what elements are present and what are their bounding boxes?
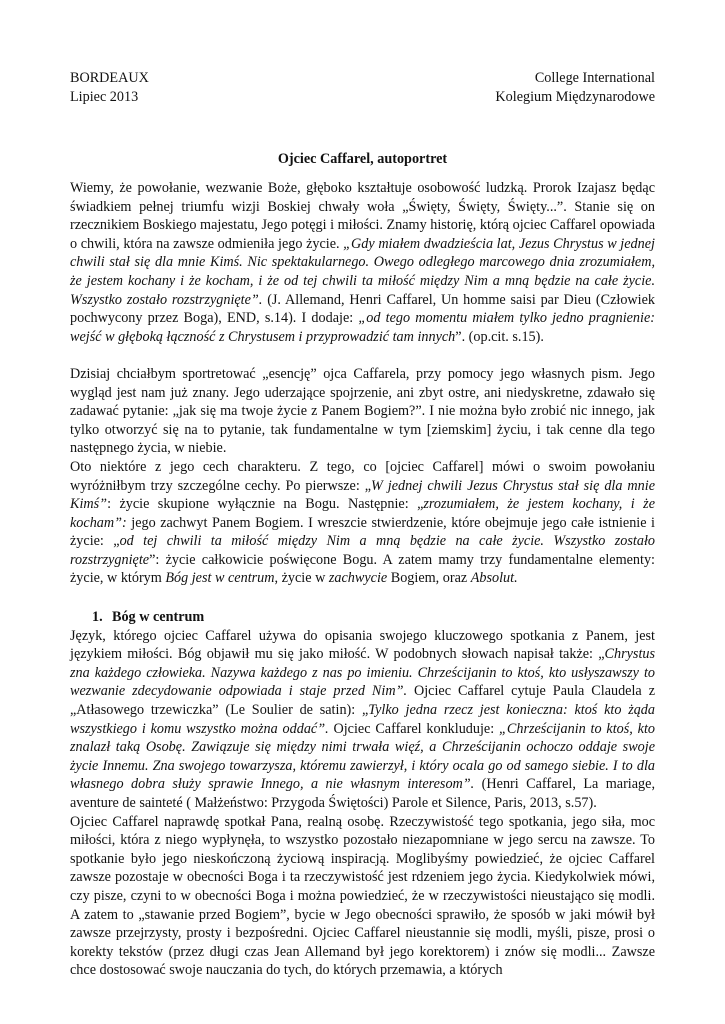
section-number: 1.	[92, 609, 103, 626]
quote-run: Chrystus zna każdego człowieka. Nazywa każdego z nas po imieniu. Chrześcijanin to ktoś, kto usłyszawszy to wezwanie zdecydowanie odpowiada i staje przed Nim”.	[70, 646, 655, 700]
section-title: Bóg w centrum	[112, 609, 205, 626]
text-run: ”. (op.cit. s.15).	[455, 328, 544, 345]
quote-run: „od tego momentu miałem tylko jedno pragnienie: wejść w głęboką łączność z Chrystusem i przyprowadzić tam innych	[70, 310, 655, 345]
header-city: BORDEAUX	[70, 70, 149, 86]
document-title: Ojciec Caffarel, autoportret	[277, 151, 448, 167]
text-run: : życie skupione wyłącznie na Bogu. Następnie: „	[107, 496, 424, 513]
quote-run: Tylko jedna rzecz jest konieczna: ktoś kto żąda wszystkiego i komu wszystko można oddać”.	[70, 702, 655, 737]
paragraph-intro	[70, 179, 655, 346]
text-run: Ojciec Caffarel konkluduje:	[328, 720, 500, 737]
quote-run: Bóg jest w centrum	[165, 570, 275, 587]
text-run: jego zachwyt Panem Bogiem. I wreszcie stwierdzenie, które obejmuje jego całe istnienie i życie: „	[70, 514, 655, 550]
quote-run: „Gdy miałem dwadzieścia lat, Jezus Chrystus w jednej chwili stał się dla mnie Kimś. Nic spektakularnego. Owego odległego marcowego dnia zrozumiałem, że jestem kochany i że kocham, i że od tej chwili ta miłość między Nim a mną będzie na całe życie. Wszystko zostało rozstrzygnięte”.	[70, 235, 655, 308]
text-run: (Henri Caffarel, La mariage, aventure de sainteté ( Małżeństwo: Przygoda Świętości) Parole et Silence, Paris, 2013, s.57).	[70, 776, 655, 811]
header-org-en: College International	[534, 70, 655, 86]
header-org-pl: Kolegium Międzynarodowe	[495, 88, 655, 105]
quote-run: od tej chwili ta miłość między Nim a mną będzie na całe życie. Wszystko zostało rozstrzygnięte	[70, 533, 655, 568]
text-run: Język, którego ojciec Caffarel używa do opisania swojego kluczowego spotkania z Panem, jest językiem miłości. Bóg objawił mu się jako miłość. W podobnych słowach napisał także: „	[70, 627, 655, 663]
quote-run: Absolut.	[470, 570, 518, 587]
paragraph-portrait: Dzisiaj chciałbym sportretować „esencję” ojca Caffarela, przy pomocy jego własnych pism. Jego wygląd jest nam już znany. Jego uderzające spojrzenie, ani zbyt ostre, ani niedyskretne, zdawało się zadawać pytanie: „jak się ma twoje życie z Panem Bogiem?”. I nie można było zrobić nic innego, jak tylko otworzyć się na to pytanie, tak fundamentalne w tym [ziemskim] życiu, i tak cenne dla tego następnego życia, w niebie.	[70, 365, 655, 457]
text-run: , życie w	[274, 570, 329, 587]
letter-header	[70, 69, 655, 106]
text-run: Oto niektóre z jego cech charakteru. Z tego, co [ojciec Caffarel] mówi o swoim powołaniu wyróżniłbym trzy szczególne cechy. Po pierwsze: „	[70, 458, 655, 494]
quote-run: zachwycie	[328, 570, 388, 587]
section-heading-1	[70, 608, 655, 627]
quote-run: zrozumiałem, że jestem kochany, i że kocham”:	[70, 496, 655, 531]
header-row-2	[70, 88, 655, 107]
text-run: (J. Allemand, Henri Caffarel, Un homme saisi par Dieu (Człowiek pochwycony przez Boga), END, s.14). I dodaje:	[70, 291, 656, 327]
text-run: ”: życie całkowicie poświęcone Bogu. A zatem mamy trzy fundamentalne elementy: życie, w którym	[70, 551, 655, 587]
paragraph-encounter: Ojciec Caffarel naprawdę spotkał Pana, realną osobę. Rzeczywistość tego spotkania, jego siła, moc miłości, która z niego wypłynęła, to wszystko pozostało niezapomniane w jego sercu na zawsze. To spotkanie było jego nieskończoną życiową inspiracją. Moglibyśmy powiedzieć, że ojciec Caffarel zawsze pozostaje w obecności Boga i ta rzeczywistość jest rdzeniem jego życia. Kiedykolwiek mówi, czy pisze, czyni to w obecności Boga i można powiedzieć, że w rzeczywistości nieustająco się modli. A zatem to „stawanie przed Bogiem”, bycie w Jego obecności sprawiło, że sposób w jaki mówił był zawsze przejrzysty, prosty i bezpośredni. Ojciec Caffarel nieustannie się modli, myśli, pisze, prosi o korekty tekstów (przez długi czas Jean Allemand był jego korektorem) i znów się modli... Zawsze chce dostosować swoje nauczania do tych, do których przemawia, a których	[70, 813, 655, 979]
quote-run: W jednej chwili Jezus Chrystus stał się dla mnie Kimś”	[70, 477, 655, 513]
quote-run: „Chrześcijanin to ktoś, kto znalazł taką Osobę. Zawiązuje się między nimi trwała więź, a Chrześcijanin ochoczo oddaje swoje życie Innemu. Zna swojego towarzysza, któremu zawierzył, i który ocala go od samego siebie. I to dla własnego dobra służy sprawie Innego, a nie własnym interesom”.	[70, 720, 655, 793]
paragraph-god-center	[70, 627, 655, 813]
document-body	[70, 179, 655, 980]
header-date: Lipiec 2013	[70, 88, 139, 105]
header-row-1	[70, 69, 655, 88]
text-run: Bogiem, oraz	[387, 570, 471, 587]
text-run: Wiemy, że powołanie, wezwanie Boże, głęboko kształtuje osobowość ludzką. Prorok Izajasz będąc świadkiem pełnej triumfu wizji Boskiej chwały woła „Święty, Święty, Święty...”. Stanie się on rzecznikiem Boskiego majestatu, Jego potęgi i miłości. Znamy historię, którą ojciec Caffarel opowiada o chwili, która na zawsze odmieniła jego życie.	[70, 180, 655, 252]
paragraph-character	[70, 458, 655, 588]
text-run: Ojciec Caffarel cytuje Paula Claudela z „Atłasowego trzewiczka” (Le Soulier de satin): „	[70, 683, 655, 719]
